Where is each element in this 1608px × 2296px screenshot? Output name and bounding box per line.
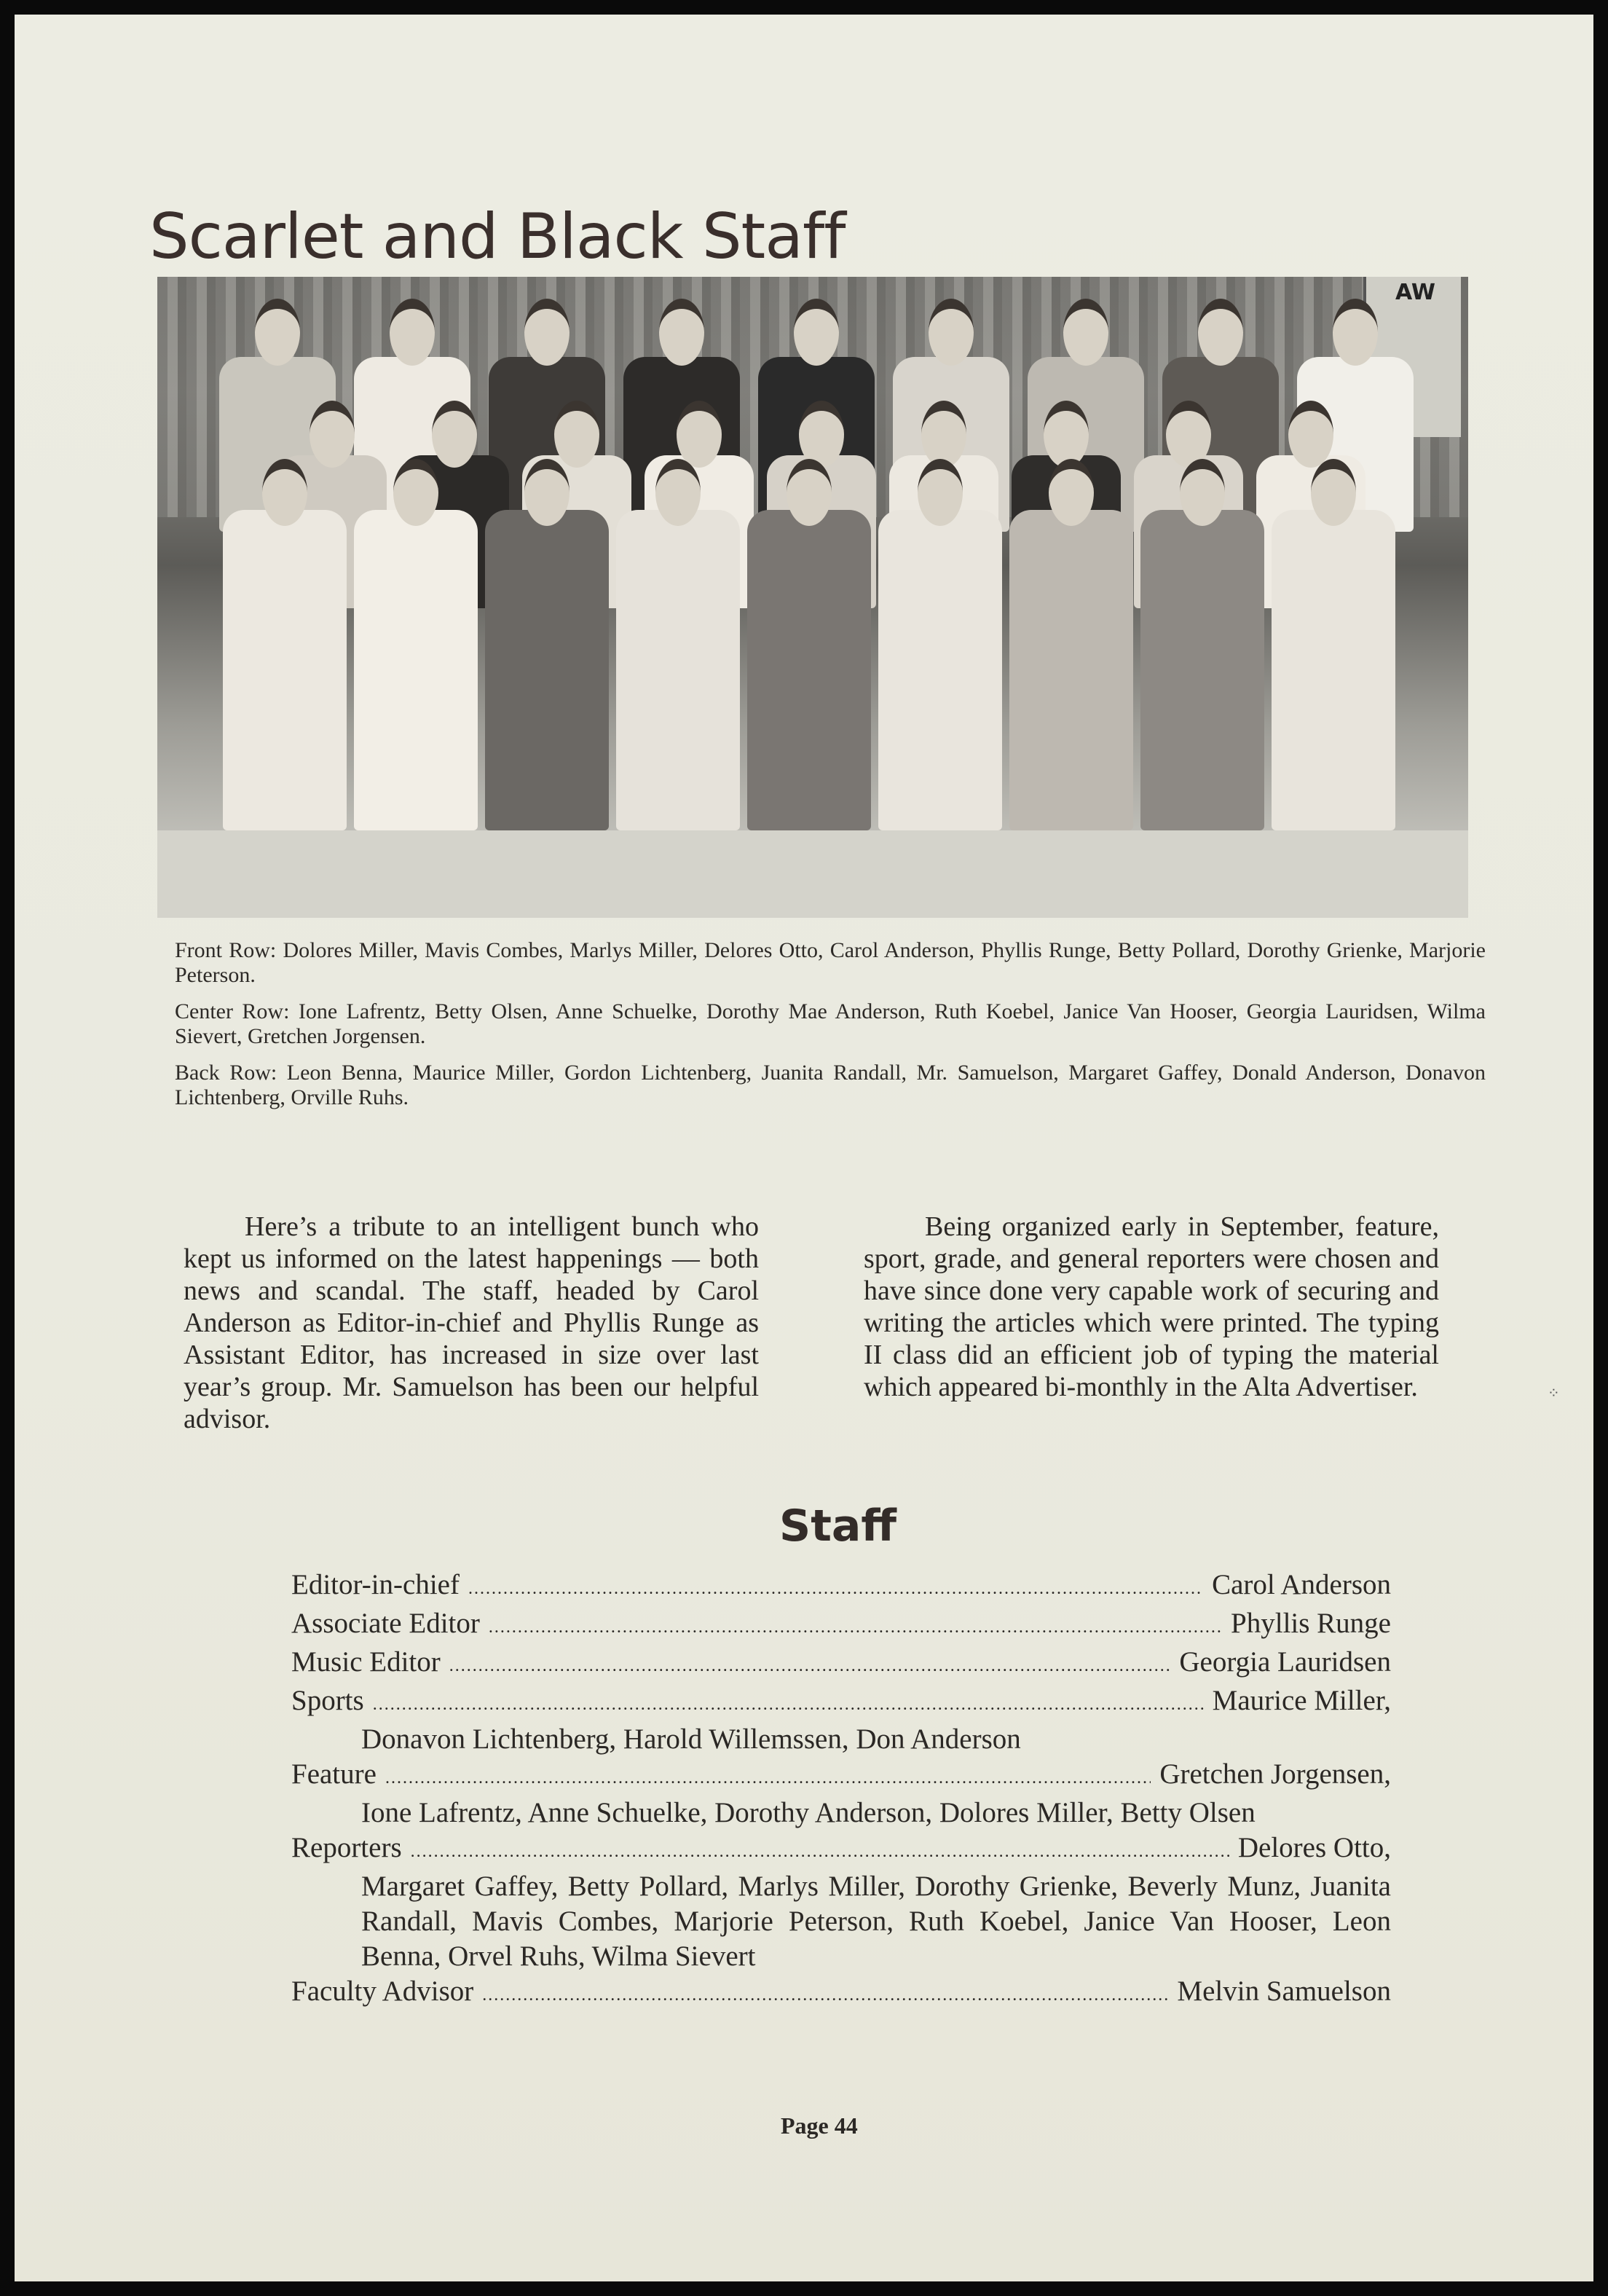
- leader-dots: [482, 1978, 1168, 2013]
- page-title: Scarlet and Black Staff: [149, 200, 846, 273]
- photo-figure-body: [1272, 510, 1395, 830]
- staff-more-names: Donavon Lichtenberg, Harold Willemssen, Don Anderson: [361, 1723, 1021, 1755]
- photo-figure-head: [655, 459, 701, 526]
- photo-figure-head: [393, 459, 438, 526]
- staff-name: Phyllis Runge: [1231, 1608, 1391, 1639]
- photo-figure-head: [929, 299, 974, 366]
- leader-dots: [385, 1761, 1151, 1796]
- print-speck: ⁘: [1548, 1385, 1560, 1401]
- staff-entry: [291, 1974, 1391, 2013]
- staff-role: Associate Editor: [291, 1608, 480, 1639]
- photo-figure-body: [616, 510, 740, 830]
- photo-figure-body: [878, 510, 1002, 830]
- page-number: Page 44: [781, 2112, 858, 2139]
- staff-group-photo: [157, 277, 1468, 918]
- photo-figure-head: [1198, 299, 1243, 366]
- leader-dots: [489, 1610, 1222, 1645]
- photo-figure-head: [390, 299, 435, 366]
- staff-name: Delores Otto,: [1237, 1832, 1391, 1863]
- photo-figure-body: [1009, 510, 1133, 830]
- photo-figure-head: [799, 401, 844, 468]
- photo-figure-head: [524, 459, 570, 526]
- photo-figure-body: [747, 510, 871, 830]
- staff-name: Carol Anderson: [1212, 1569, 1391, 1600]
- photo-figure-head: [432, 401, 477, 468]
- caption-center-row: Center Row: Ione Lafrentz, Betty Olsen, Anne Schuelke, Dorothy Mae Anderson, Ruth Koebel, Janice Van Hooser, Georgia Lauridsen, Wilma Sievert, Gretchen Jorgensen.: [175, 999, 1486, 1048]
- staff-role: Music Editor: [291, 1646, 441, 1678]
- staff-entry: [291, 1683, 1391, 1757]
- leader-dots: [411, 1834, 1229, 1869]
- photo-figure-head: [659, 299, 704, 366]
- staff-name: Georgia Lauridsen: [1179, 1646, 1391, 1678]
- staff-name: Gretchen Jorgensen,: [1159, 1758, 1391, 1790]
- photo-figure-body: [1140, 510, 1264, 830]
- intro-paragraph-left: Here’s a tribute to an intelligent bunch who kept us informed on the latest happenings — both news and scandal. The staff, headed by Carol Anderson as Editor-in-chief and Phyllis Runge as Assistant Editor, has increased in size over last year’s group. Mr. Samuelson has been our helpful advisor.: [184, 1211, 759, 1434]
- staff-name: Melvin Samuelson: [1177, 1975, 1391, 2007]
- photo-figure-head: [1180, 459, 1225, 526]
- staff-entry: [291, 1606, 1391, 1645]
- photo-figure-head: [310, 401, 355, 468]
- photo-figure-body: [223, 510, 347, 830]
- staff-list: [291, 1568, 1391, 2013]
- photo-figure-head: [1044, 401, 1089, 468]
- photo-figure-body: [485, 510, 609, 830]
- photo-figure-head: [1333, 299, 1378, 366]
- photo-figure-head: [1166, 401, 1211, 468]
- staff-role: Faculty Advisor: [291, 1975, 474, 2007]
- photo-figure-head: [787, 459, 832, 526]
- photo-figure-head: [677, 401, 722, 468]
- photo-figure-head: [1049, 459, 1094, 526]
- staff-role: Reporters: [291, 1832, 402, 1863]
- photo-figure-head: [794, 299, 839, 366]
- staff-role: Feature: [291, 1758, 377, 1790]
- photo-figure-head: [918, 459, 963, 526]
- photo-figure-head: [921, 401, 966, 468]
- photo-figure-head: [262, 459, 307, 526]
- caption-front-row: Front Row: Dolores Miller, Mavis Combes, Marlys Miller, Delores Otto, Carol Anderson, Phyllis Runge, Betty Pollard, Dorothy Grienke, Marjorie Peterson.: [175, 938, 1486, 987]
- leader-dots: [468, 1571, 1203, 1606]
- photo-figure-head: [1311, 459, 1356, 526]
- staff-role: Sports: [291, 1685, 364, 1716]
- leader-dots: [373, 1687, 1204, 1722]
- photo-figure-head: [1063, 299, 1108, 366]
- staff-more-names: Margaret Gaffey, Betty Pollard, Marlys Miller, Dorothy Grienke, Beverly Munz, Juanita Randall, Mavis Combes, Marjorie Peterson, Ruth Koebel, Janice Van Hooser, Leon Benna, Orvel Ruhs, Wilma Sievert: [361, 1871, 1391, 1972]
- photo-figure-head: [255, 299, 300, 366]
- staff-more-names: Ione Lafrentz, Anne Schuelke, Dorothy Anderson, Dolores Miller, Betty Olsen: [361, 1797, 1256, 1828]
- staff-name: Maurice Miller,: [1212, 1685, 1391, 1716]
- staff-entry: [291, 1757, 1391, 1831]
- yearbook-page: [15, 15, 1593, 2281]
- caption-back-row: Back Row: Leon Benna, Maurice Miller, Gordon Lichtenberg, Juanita Randall, Mr. Samuelson, Margaret Gaffey, Donald Anderson, Donavon Lichtenberg, Orville Ruhs.: [175, 1061, 1486, 1109]
- staff-heading: Staff: [779, 1501, 896, 1552]
- staff-entry: [291, 1568, 1391, 1606]
- scoreboard-text: AW: [1395, 280, 1435, 305]
- leader-dots: [449, 1648, 1171, 1683]
- staff-entry: [291, 1831, 1391, 1974]
- staff-role: Editor-in-chief: [291, 1569, 460, 1600]
- stage-floor: [157, 830, 1468, 918]
- intro-paragraph-right: Being organized early in September, feature, sport, grade, and general reporters were chosen and have since done very capable work of securing and writing the articles which were printed. The typing II class did an efficient job of typing the material which appeared bi-monthly in the Alta Advertiser.: [864, 1211, 1439, 1402]
- photo-figure-head: [524, 299, 570, 366]
- photo-figure-head: [554, 401, 599, 468]
- staff-entry: [291, 1645, 1391, 1683]
- photo-figure-head: [1288, 401, 1333, 468]
- photo-figure-body: [354, 510, 478, 830]
